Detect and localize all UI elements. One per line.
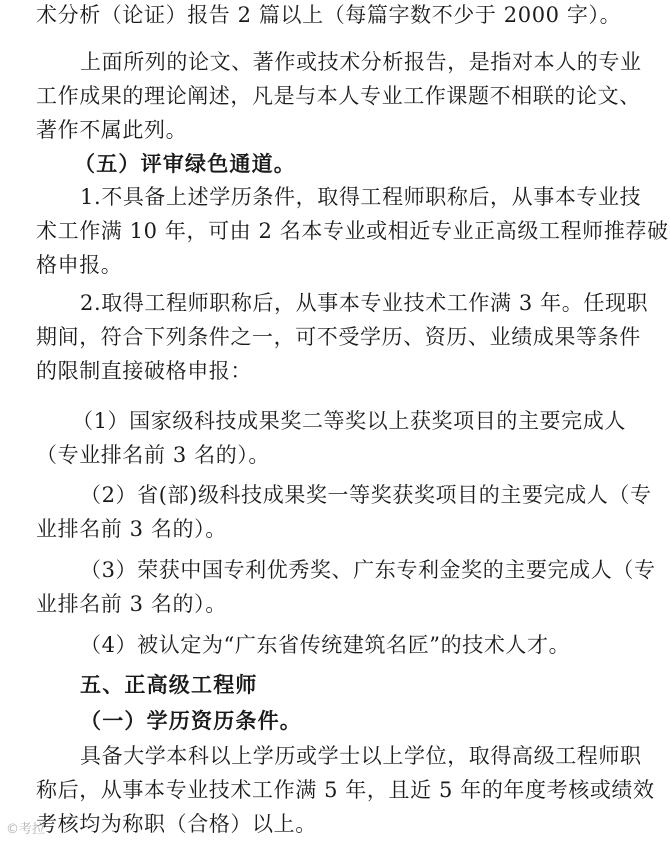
list-item-line: （1）国家级科技成果奖二等奖以上获奖项目的主要完成人 bbox=[72, 409, 626, 433]
text-line: 的限制直接破格申报： bbox=[36, 359, 252, 383]
list-item-line: （2）省(部)级科技成果奖一等奖获奖项目的主要完成人（专 bbox=[80, 483, 652, 507]
text-line: 2.取得工程师职称后，从事本专业技术工作满 3 年。任现职 bbox=[80, 291, 649, 315]
list-item-line: （专业排名前 3 名的）。 bbox=[36, 443, 271, 467]
text-line: 称后，从事本专业技术工作满 5 年，且近 5 年的年度考核或绩效 bbox=[36, 778, 655, 802]
text-line: 考核均为称职（合格）以上。 bbox=[36, 812, 317, 836]
text-line: 1.不具备上述学历条件，取得工程师职称后，从事本专业技 bbox=[80, 185, 642, 209]
section-heading: （五）评审绿色通道。 bbox=[74, 151, 296, 176]
list-item-line: 业排名前 3 名的）。 bbox=[36, 517, 227, 541]
text-line: 期间，符合下列条件之一，可不受学历、资历、业绩成果等条件 bbox=[36, 325, 641, 349]
watermark: ©考拉 bbox=[6, 822, 46, 837]
list-item-line: 业排名前 3 名的）。 bbox=[36, 592, 227, 616]
text-line: 术工作满 10 年，可由 2 名本专业或相近专业正高级工程师推荐破 bbox=[36, 219, 669, 243]
text-line: 格申报。 bbox=[36, 253, 123, 277]
list-item-line: （4）被认定为“广东省传统建筑名匠”的技术人才。 bbox=[80, 633, 571, 657]
section-heading: （一）学历资历条件。 bbox=[80, 708, 302, 733]
text-line: 著作不属此列。 bbox=[36, 118, 188, 142]
text-line: 工作成果的理论阐述，凡是与本人专业工作课题不相联的论文、 bbox=[36, 84, 641, 108]
text-line: 上面所列的论文、著作或技术分析报告，是指对本人的专业 bbox=[80, 50, 642, 74]
list-item-line: （3）荣获中国专利优秀奖、广东专利金奖的主要完成人（专 bbox=[80, 558, 656, 582]
chapter-heading: 五、正高级工程师 bbox=[80, 672, 258, 697]
text-line: 具备大学本科以上学历或学士以上学位，取得高级工程师职 bbox=[80, 744, 642, 768]
text-line: 术分析（论证）报告 2 篇以上（每篇字数不少于 2000 字）。 bbox=[36, 3, 622, 27]
